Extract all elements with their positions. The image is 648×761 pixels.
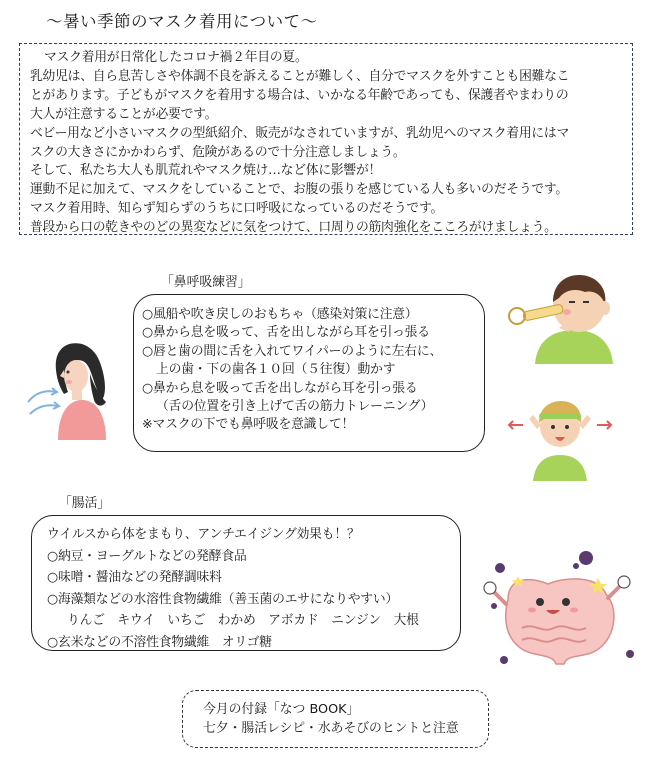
intro-line: ベビー用など小さいマスクの型紙紹介、販売がなされていますが、乳幼児へのマスク着用にはマ	[30, 125, 570, 141]
gut-section-label: 「腸活」	[59, 496, 111, 511]
gut-line: ○納豆・ヨーグルトなどの発酵食品	[47, 548, 247, 564]
intro-line: そして、私たち大人も肌荒れやマスク焼け…など体に影響が！	[30, 163, 382, 179]
intro-line: スクの大きさにかかわらず、危険があるので十分注意しましょう。	[30, 144, 406, 160]
gut-line: ○味噌・醤油などの発酵調味料	[47, 570, 222, 585]
breathing-woman-illustration	[24, 330, 108, 440]
intro-line: 大人が注意することが必要です。	[30, 106, 218, 122]
nose-line: 上の歯・下の歯各１０回（５往復）動かす	[156, 362, 396, 378]
nose-line: ○鼻から息を吸って、舌を出しながら耳を引っ張る	[142, 325, 430, 341]
girl-pulling-ears-illustration	[505, 385, 615, 481]
gut-line: ○玄米などの不溶性食物繊維 オリゴ糖	[47, 634, 272, 650]
nose-line: （舌の位置を引き上げて舌の筋力トレーニング）	[156, 399, 434, 415]
monthly-appendix-box	[182, 690, 489, 748]
nose-line: ○鼻から息を吸って舌を出しながら耳を引っ張る	[142, 380, 418, 396]
intro-line: マスク着用時、知らず知らずのうちに口呼吸になっているのだそうです。	[30, 201, 444, 217]
gut-line: ウイルスから体をまもり、アンチエイジング効果も！？	[47, 527, 360, 542]
gut-health-box	[31, 515, 461, 651]
intro-line: 乳幼児は、自ら息苦しさや体調不良を訴えることが難しく、自分でマスクを外すことも困難なこ	[30, 68, 570, 84]
nose-line: ○唇と歯の間に舌を入れてワイパーのように左右に、	[142, 343, 443, 359]
intro-line: 運動不足に加えて、マスクをしていることで、お腹の張りを感じている人も多いのだそうです。	[30, 182, 568, 198]
nose-breathing-box	[133, 294, 485, 452]
nose-line: ※マスクの下でも鼻呼吸を意識して！	[142, 417, 355, 433]
intro-line: マスク着用が日常化したコロナ禍２年目の夏。	[44, 50, 308, 65]
appendix-contents: 七夕・腸活レシピ・水あそびのヒントと注意	[203, 721, 459, 736]
nose-line: ○風船や吹き戻しのおもちゃ（感染対策に注意）	[142, 307, 418, 322]
nose-section-label: 「鼻呼吸練習」	[161, 275, 251, 290]
boy-blowing-toy-illustration	[505, 268, 625, 364]
gut-line: ○海藻類などの水溶性食物繊維（善玉菌のエサになりやすい）	[47, 591, 399, 607]
intro-line: とがあります。子どもがマスクを着用する場合は、いかなる年齢であっても、保護者やまわりの	[30, 87, 569, 103]
intro-line: 普段から口の乾きやのどの異変などに気をつけて、口周りの筋肉強化をこころがけましょう。	[30, 220, 557, 236]
intestine-character-illustration	[478, 548, 638, 672]
intro-box	[19, 43, 633, 235]
gut-line: りんご キウイ いちご わかめ アボカド ニンジン 大根	[67, 613, 419, 628]
appendix-title: 今月の付録「なつ BOOK」	[203, 702, 360, 717]
page-title: ～暑い季節のマスク着用について～	[46, 12, 318, 31]
